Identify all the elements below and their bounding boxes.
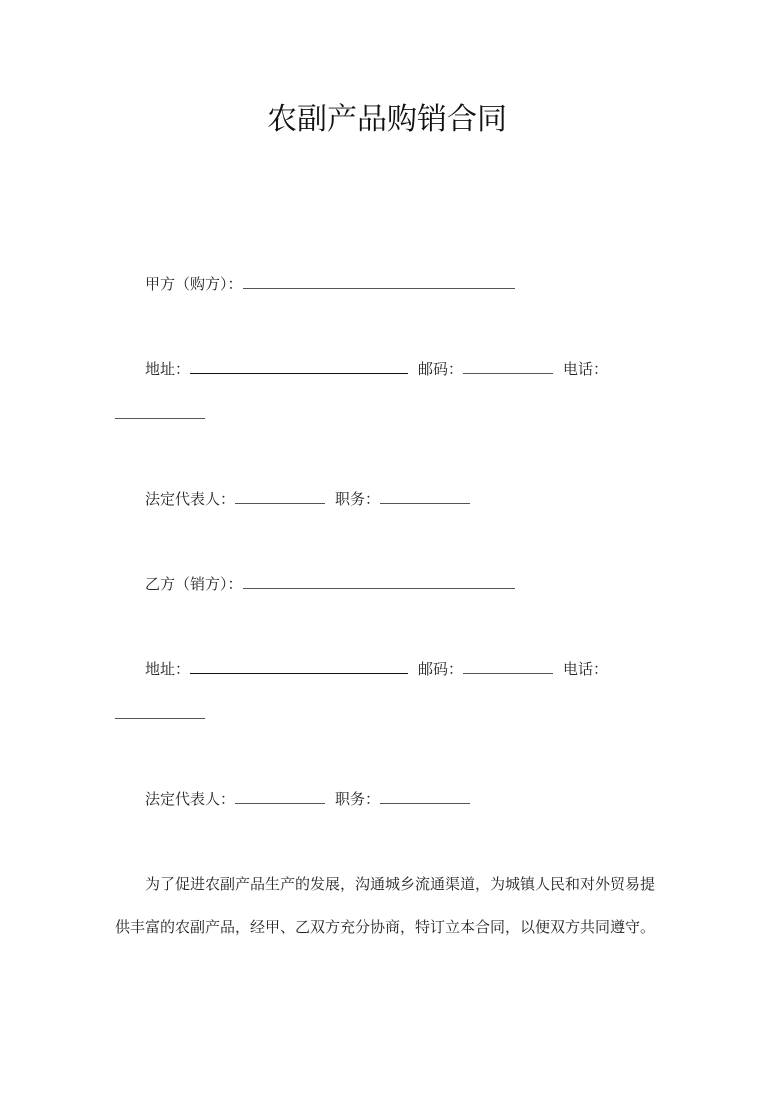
party-a-rep-field[interactable]	[235, 485, 325, 504]
party-b-name-field[interactable]	[243, 570, 515, 589]
party-a-phone-label: 电话：	[563, 360, 609, 378]
party-a-label: 甲方（购方）：	[145, 275, 243, 293]
party-a-address-field[interactable]	[190, 355, 408, 374]
party-b-postcode-label: 邮码：	[418, 660, 464, 678]
party-a-address-label: 地址：	[145, 360, 191, 378]
party-b-label: 乙方（销方）：	[145, 575, 243, 593]
party-b-address-line	[145, 655, 608, 683]
party-b-phone-line	[115, 700, 205, 728]
party-b-address-field[interactable]	[190, 655, 408, 674]
party-b-rep-line	[145, 785, 470, 813]
party-b-rep-field[interactable]	[235, 785, 325, 804]
party-b-postcode-field[interactable]	[463, 655, 553, 674]
party-a-rep-line	[145, 485, 470, 513]
party-a-name-field[interactable]	[243, 270, 515, 289]
party-b-rep-label: 法定代表人：	[145, 790, 236, 808]
party-a-line	[145, 270, 515, 298]
party-a-postcode-field[interactable]	[463, 355, 553, 374]
party-a-position-field[interactable]	[380, 485, 470, 504]
party-a-position-label: 职务：	[335, 490, 381, 508]
party-a-phone-line	[115, 400, 205, 428]
party-b-address-label: 地址：	[145, 660, 191, 678]
party-b-phone-label: 电话：	[563, 660, 609, 678]
party-b-position-label: 职务：	[335, 790, 381, 808]
party-a-rep-label: 法定代表人：	[145, 490, 236, 508]
page-title: 农副产品购销合同	[267, 102, 507, 137]
preamble-line-1: 为了促进农副产品生产的发展，沟通城乡流通渠道，为城镇人民和对外贸易提	[145, 875, 656, 893]
party-a-address-line	[145, 355, 608, 383]
party-b-phone-field[interactable]	[115, 700, 205, 719]
party-a-phone-field[interactable]	[115, 400, 205, 419]
party-b-line	[145, 570, 515, 598]
party-a-postcode-label: 邮码：	[418, 360, 464, 378]
preamble-line-2: 供丰富的农副产品，经甲、乙双方充分协商，特订立本合同，以便双方共同遵守。	[115, 918, 656, 936]
party-b-position-field[interactable]	[380, 785, 470, 804]
